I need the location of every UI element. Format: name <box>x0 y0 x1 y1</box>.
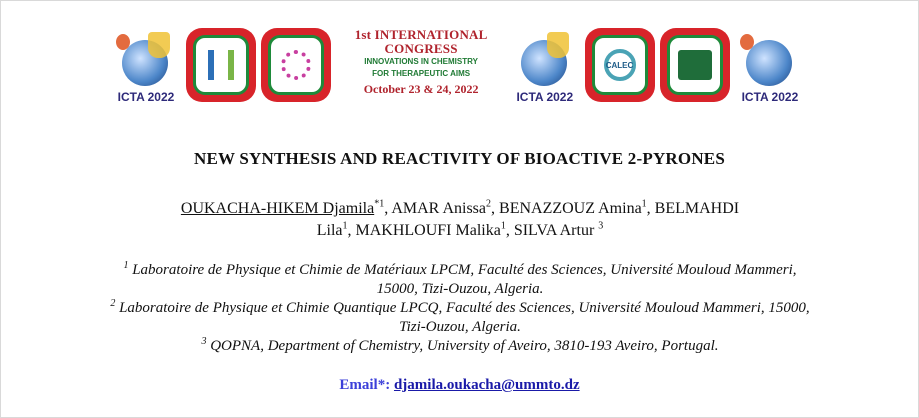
globe-icon <box>746 40 792 86</box>
icta-logo-text: ICTA 2022 <box>117 90 175 104</box>
calec-emblem: CALEC <box>604 49 636 81</box>
flask-icon <box>148 32 170 58</box>
flask-icon <box>547 32 569 58</box>
science-faculty-logo <box>261 28 331 102</box>
affiliation-3 <box>110 337 810 356</box>
email-link[interactable]: djamila.oukacha@ummto.dz <box>393 377 580 393</box>
congress-title-block <box>337 28 505 102</box>
icta-logo-text: ICTA 2022 <box>516 90 574 104</box>
affiliation-1 <box>110 261 810 299</box>
affiliation-sup: 1 <box>123 260 129 271</box>
congress-theme-line1: INNOVATIONS IN CHEMISTRY <box>364 57 478 67</box>
molecule-icon <box>740 34 754 50</box>
congress-theme-line2: FOR THERAPEUTIC AIMS <box>372 68 471 78</box>
molecule-icon <box>116 34 130 50</box>
calec-logo <box>585 28 655 102</box>
icta-logo-right <box>736 26 804 104</box>
author-name: SILVA Artur <box>513 222 595 239</box>
icta-logo-text: ICTA 2022 <box>741 90 799 104</box>
congress-name: 1st INTERNATIONAL CONGRESS <box>354 27 488 56</box>
university-emblem-icon <box>208 50 234 80</box>
email-line <box>0 377 919 394</box>
affiliation-text: Laboratoire de Physique et Chimie de Matériaux LPCM, Faculté des Sciences, Université Mouloud Mammeri, 15000, Tizi-Ouzou, Algeria. <box>132 262 797 297</box>
affiliation-sup: 3 <box>201 336 207 347</box>
congress-dates: October 23 & 24, 2022 <box>363 82 479 97</box>
partner-logo <box>660 28 730 102</box>
author-affil-sup: 1 <box>641 198 647 210</box>
author-affil-sup: 1 <box>342 220 348 232</box>
author-name: OUKACHA-HIKEM Djamila <box>180 200 375 217</box>
email-label: Email*: <box>339 377 391 393</box>
author-name: MAKHLOUFI Malika <box>355 222 501 239</box>
author-affil-sup: 1 <box>500 220 506 232</box>
affiliation-2 <box>110 299 810 337</box>
affiliation-text: Laboratoire de Physique et Chimie Quantique LPCQ, Faculté des Sciences, Université Mouloud Mammeri, 15000, Tizi-Ouzou, Algeria. <box>119 300 810 335</box>
author-affil-sup: *1 <box>374 198 385 210</box>
partner-emblem-icon <box>678 50 712 80</box>
author-affil-sup: 2 <box>486 198 492 210</box>
affiliation-sup: 2 <box>110 298 116 309</box>
author-list: OUKACHA-HIKEM Djamila$^{*1}$, AMAR Anissa$^2$, BENAZZOUZ Amina$^1$, BELMAHDI Lila$^1$, MAKHLOUFI Malika$^1$, SILVA Artur $^3$ <box>180 198 740 239</box>
author-name: AMAR Anissa <box>391 200 487 217</box>
science-emblem-icon <box>281 50 311 80</box>
icta-logo-left <box>112 26 180 104</box>
author-affil-sup: 3 <box>598 220 604 232</box>
author-name-cont: Lila <box>316 222 343 239</box>
icta-logo-center <box>511 26 579 104</box>
university-logo <box>186 28 256 102</box>
conference-banner <box>112 25 804 105</box>
author-name: BELMAHDI <box>654 200 740 217</box>
paper-title: NEW SYNTHESIS AND REACTIVITY OF BIOACTIVE 2-PYRONES <box>193 149 725 168</box>
affiliation-text: QOPNA, Department of Chemistry, University of Aveiro, 3810-193 Aveiro, Portugal. <box>210 338 719 354</box>
author-name: BENAZZOUZ Amina <box>499 200 642 217</box>
